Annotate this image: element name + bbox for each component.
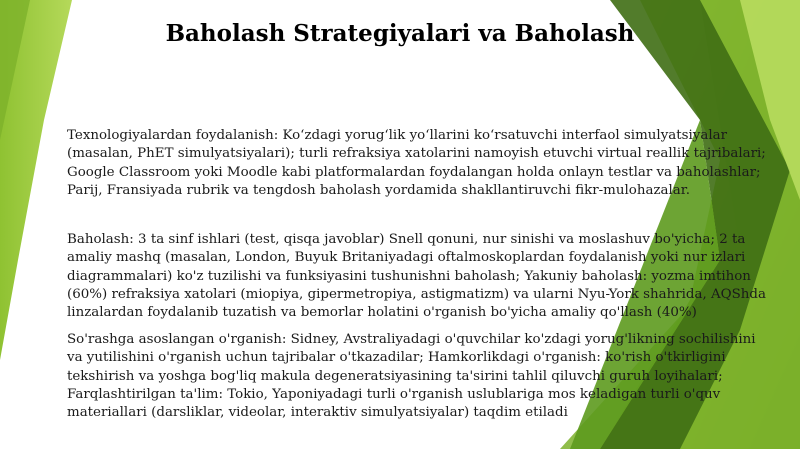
paragraph-assessment: Baholash: 3 ta sinf ishlari (test, qisqa javoblar) Snell qonuni, nur sinishi va moslashuv bo'yicha; 2 ta amaliy mashq (masalan, London, Buyuk Britaniyadagi oftalmoskoplardan foydalanish yoki nur izlari diagrammalari) ko'z tuzilishi va funksiyasini tushunishni baholash; Yakuniy baholash: yozma imtihon (60%) refraksiya xatolari (miopiya, gipermetropiya, astigmatizm) va ularni Nyu-York shahrida, AQShda linzalardan foydalanib tuzatish va bemorlar holatini o'rganish bo'yicha amaliy qo'llash (40%)	[67, 232, 766, 321]
slide-title: Baholash Strategiyalari va Baholash	[165, 20, 635, 47]
paragraph-inquiry-learning: So'rashga asoslangan o'rganish: Sidney, Avstraliyadagi o'quvchilar ko'zdagi yorug'likning sochilishini va yutilishini o'rganish uchun tajribalar o'tkazadilar; Hamkorlikdagi o'rganish: ko'rish o'tkirligini tekshirish va yoshga bog'liq makula degeneratsiyasining ta'sirini tahlil qiluvchi guruh loyihalari; Farqlashtirilgan ta'lim: Tokio, Yaponiyadagi turli o'rganish uslublariga mos keladigan turli o'quv materiallari (darsliklar, videolar, interaktiv simulyatsiyalar) taqdim etiladi	[67, 332, 756, 421]
paragraph-technology: Texnologiyalardan foydalanish: Koʻzdagi yorugʻlik yoʻllarini koʻrsatuvchi interfaol simulyatsiyalar (masalan, PhET simulyatsiyalari); turli refraksiya xatolarini namoyish etuvchi virtual reallik tajribalari; Google Classroom yoki Moodle kabi platformalardan foydalangan holda onlayn testlar va baholashlar; Parij, Fransiyada rubrik va tengdosh baholash yordamida shakllantiruvchi fikr-mulohazalar.	[67, 128, 766, 198]
